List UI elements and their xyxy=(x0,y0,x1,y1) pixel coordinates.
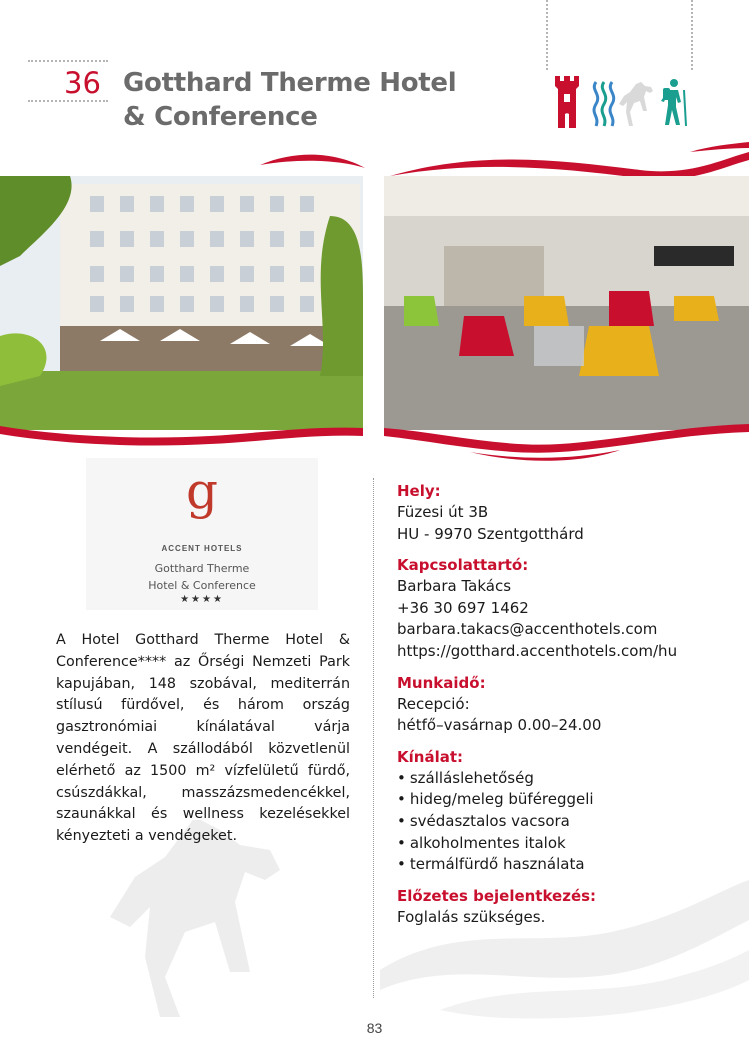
svg-text:g: g xyxy=(186,468,219,520)
booking-section xyxy=(397,886,727,929)
hiker-icon xyxy=(660,78,688,128)
contact-phone: +36 30 697 1462 xyxy=(397,598,529,617)
logo-brand: ACCENT HOTELS xyxy=(161,544,243,553)
hours-label: Recepció: xyxy=(397,694,470,713)
red-wave-decoration xyxy=(0,418,749,463)
list-item: • szálláslehetőség xyxy=(397,768,727,790)
offer-section xyxy=(397,747,727,876)
hotel-description: A Hotel Gotthard Therme Hotel & Conference**** az Őrségi Nemzeti Park kapujában, 148 szobával, mediterrán stílusú fürdővel, és három ország gasztronómiai kínálatával várja vendégeit. A szállodából közvetlenül elérhető az 1500 m² vízfelületű fürdő, csúszdákkal, masszázsmedencékkel, szaunákkal és wellness kezelésekkel kényezteti a vendégeket. xyxy=(56,632,350,845)
header-dotted-rule xyxy=(28,60,108,62)
address-street: Füzesi út 3B xyxy=(397,503,489,521)
address-city: HU - 9970 Szentgotthárd xyxy=(397,524,584,543)
page-number: 83 xyxy=(366,1020,383,1036)
horse-watermark-icon xyxy=(70,820,300,1020)
castle-icon xyxy=(554,74,580,128)
hotel-exterior-photo xyxy=(0,176,363,430)
contact-section xyxy=(397,555,727,662)
icon-column-divider xyxy=(546,0,548,70)
list-item: • termálfürdő használata xyxy=(397,854,727,876)
hotel-lobby-photo xyxy=(384,176,749,430)
booking-note: Foglalás szükséges. xyxy=(397,907,546,926)
icon-column-divider xyxy=(691,0,693,70)
offer-heading: Kínálat: xyxy=(397,747,463,766)
column-divider xyxy=(373,478,374,998)
horse-icon xyxy=(619,80,655,128)
contact-email-link[interactable]: barbara.takacs@accenthotels.com xyxy=(397,620,658,639)
hotel-logo xyxy=(86,458,318,610)
list-item: • svédasztalos vacsora xyxy=(397,811,727,833)
logo-name: Gotthard Therme Hotel & Conference xyxy=(148,562,256,592)
list-item: • hideg/meleg büféreggeli xyxy=(397,789,727,811)
booking-heading: Előzetes bejelentkezés: xyxy=(397,886,597,905)
list-item: • alkoholmentes italok xyxy=(397,833,727,855)
page-title: Gotthard Therme Hotel & Conference xyxy=(123,68,457,132)
contact-name: Barbara Takács xyxy=(397,577,512,596)
hours-value: hétfő–vasárnap 0.00–24.00 xyxy=(397,716,602,735)
header-dotted-rule xyxy=(28,100,108,102)
hours-section xyxy=(397,673,727,737)
accent-hotels-logo-icon xyxy=(182,468,222,534)
logo-stars: ★★★★ xyxy=(180,594,224,605)
location-section xyxy=(397,481,727,545)
hours-heading: Munkaidő: xyxy=(397,673,486,692)
website-link[interactable]: https://gotthard.accenthotels.com/hu xyxy=(397,641,678,660)
info-column xyxy=(397,481,727,938)
thermal-water-icon xyxy=(590,80,616,128)
location-heading: Hely: xyxy=(397,482,441,500)
entry-number: 36 xyxy=(64,66,101,100)
contact-heading: Kapcsolattartó: xyxy=(397,556,529,575)
